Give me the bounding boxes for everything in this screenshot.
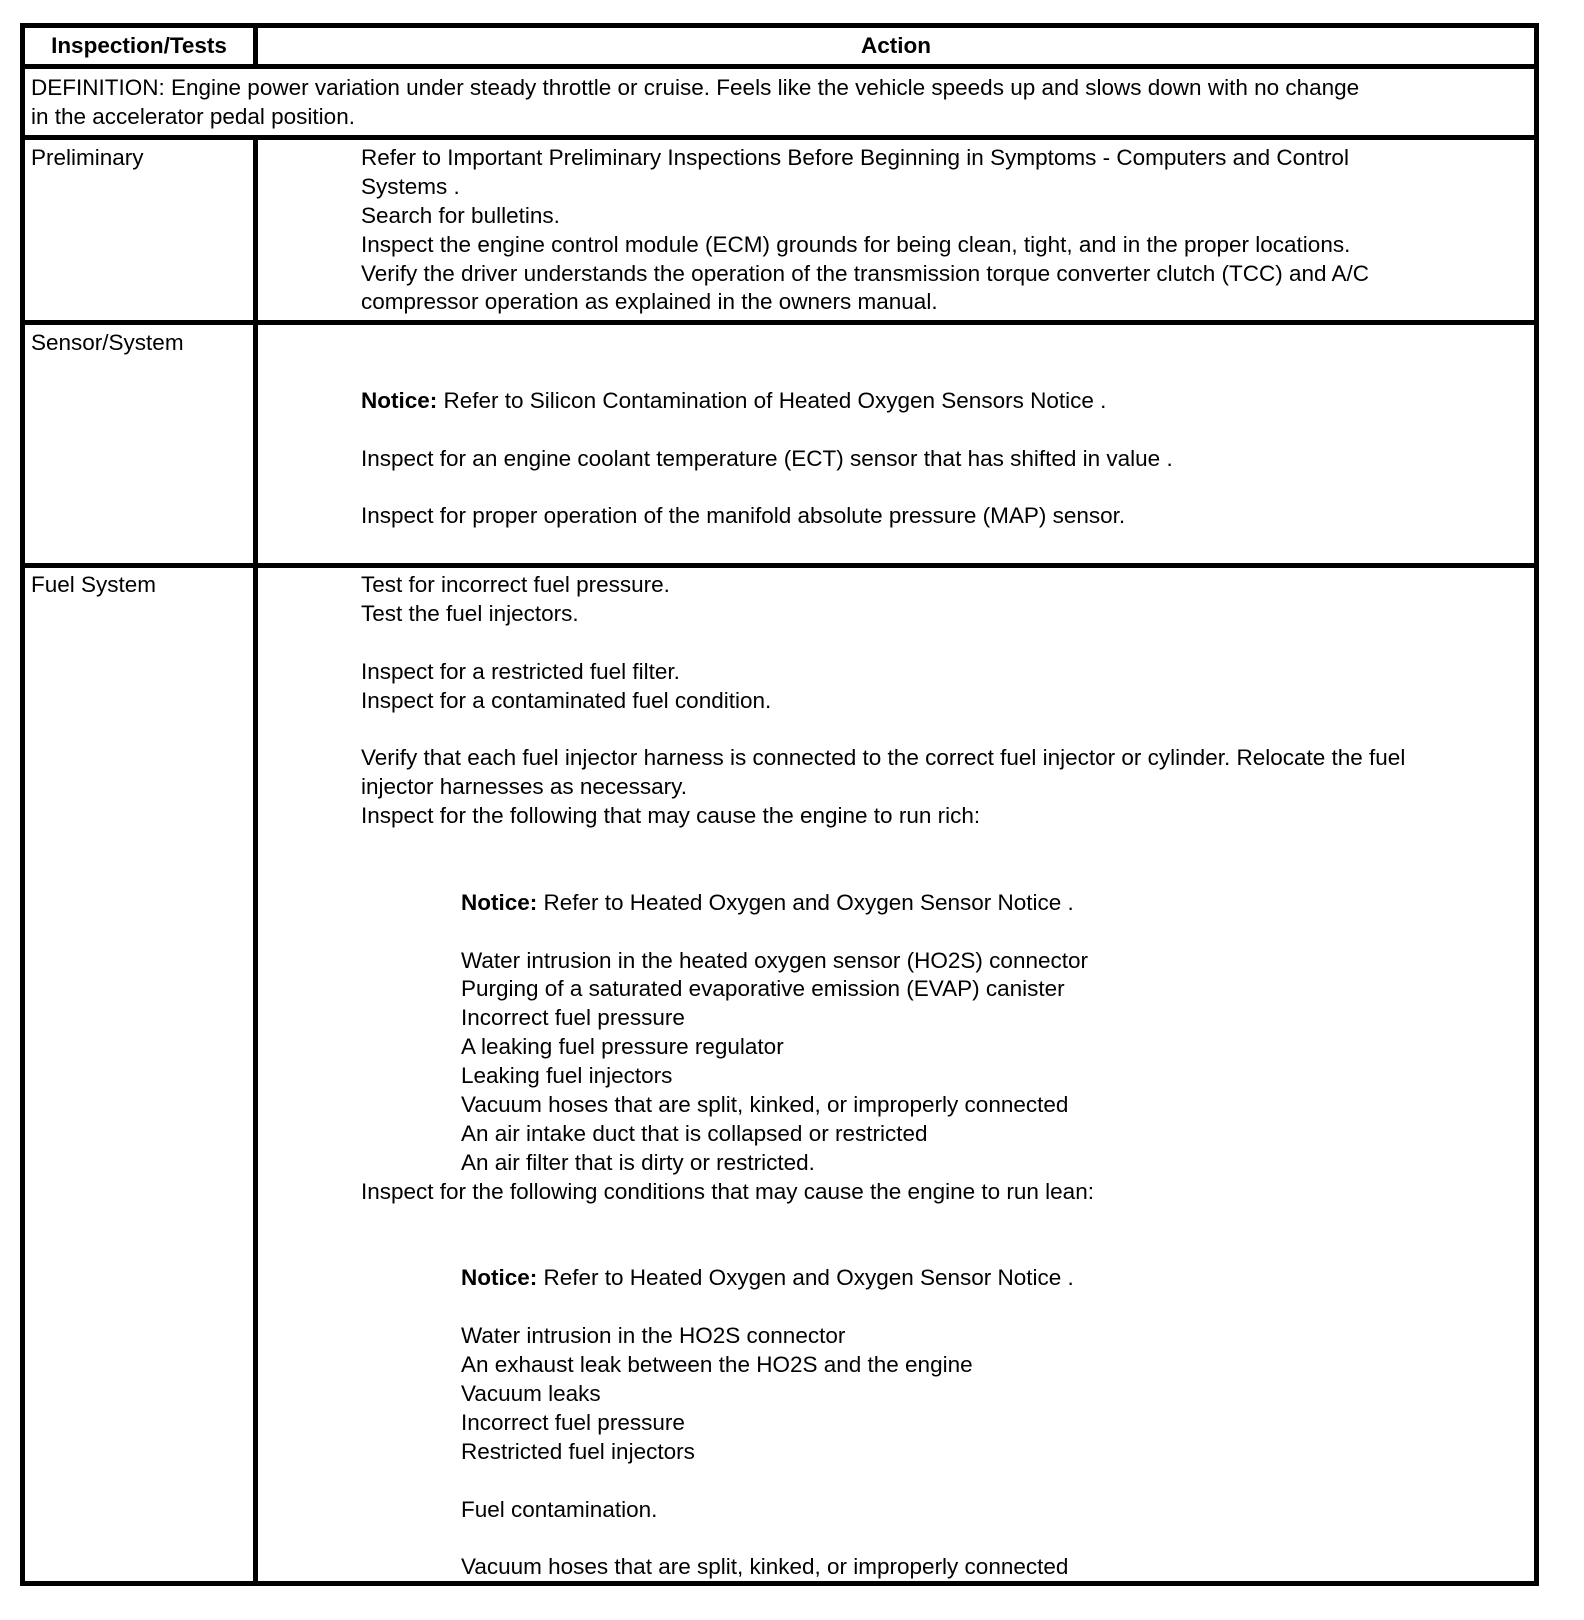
definition-line: in the accelerator pedal position. bbox=[31, 104, 355, 129]
action-sensor-system bbox=[361, 329, 1173, 531]
action-line bbox=[361, 1380, 1405, 1409]
action-line bbox=[361, 288, 1369, 317]
action-text: Verify that each fuel injector harness is connected to the correct fuel injector or cylinder. Relocate the fuel bbox=[361, 745, 1406, 771]
action-text: Leaking fuel injectors bbox=[461, 1063, 673, 1089]
action-line bbox=[361, 1409, 1405, 1438]
action-line bbox=[361, 1438, 1405, 1467]
row-divider bbox=[20, 64, 1539, 69]
row-divider bbox=[20, 320, 1539, 325]
action-text: Refer to Important Preliminary Inspections Before Beginning in Symptoms - Computers and Control bbox=[361, 145, 1349, 170]
action-line bbox=[361, 231, 1369, 260]
blank-line bbox=[361, 1524, 1405, 1553]
action-text: An exhaust leak between the HO2S and the engine bbox=[461, 1352, 973, 1378]
action-text: Restricted fuel injectors bbox=[461, 1438, 695, 1464]
blank-line bbox=[361, 473, 1173, 502]
notice-label: Notice: bbox=[461, 1265, 538, 1291]
action-line bbox=[361, 658, 1405, 687]
action-preliminary bbox=[361, 144, 1369, 317]
action-text: Test for incorrect fuel pressure. bbox=[361, 572, 670, 597]
blank-line bbox=[361, 1293, 1405, 1322]
action-text: Search for bulletins. bbox=[361, 202, 560, 228]
blank-line bbox=[361, 1467, 1405, 1496]
row-label-fuel-system: Fuel System bbox=[31, 572, 157, 597]
action-line bbox=[361, 1553, 1405, 1582]
action-text: Water intrusion in the heated oxygen sensor (HO2S) connector bbox=[461, 947, 1088, 973]
action-text: Test the fuel injectors. bbox=[361, 600, 579, 626]
action-line bbox=[361, 600, 1405, 629]
blank-line bbox=[361, 1235, 1405, 1264]
action-line bbox=[361, 1149, 1405, 1178]
blank-line bbox=[361, 715, 1405, 744]
action-line bbox=[361, 1178, 1405, 1207]
notice-label: Notice: bbox=[461, 889, 538, 915]
action-line bbox=[361, 687, 1405, 716]
blank-line bbox=[361, 831, 1405, 860]
header-inspection-tests: Inspection/Tests bbox=[51, 33, 227, 58]
action-line bbox=[361, 773, 1405, 802]
action-fuel-system bbox=[361, 571, 1405, 1582]
action-line bbox=[361, 1322, 1405, 1351]
action-line bbox=[361, 144, 1369, 173]
action-text: Refer to Silicon Contamination of Heated Oxygen Sensors Notice . bbox=[437, 387, 1107, 413]
notice-label: Notice: bbox=[361, 387, 438, 413]
header-action: Action bbox=[861, 33, 931, 58]
action-text: Refer to Heated Oxygen and Oxygen Sensor Notice . bbox=[537, 889, 1074, 915]
definition-line: DEFINITION: Engine power variation under steady throttle or cruise. Feels like the vehicle speeds up and slows down with no change bbox=[31, 75, 1360, 100]
action-line bbox=[361, 1033, 1405, 1062]
action-text: Vacuum hoses that are split, kinked, or improperly connected bbox=[461, 1554, 1069, 1580]
action-text: Systems . bbox=[361, 173, 460, 199]
action-text: Vacuum hoses that are split, kinked, or improperly connected bbox=[461, 1092, 1069, 1118]
blank-line bbox=[361, 1207, 1405, 1236]
action-line bbox=[361, 445, 1173, 474]
action-text: Vacuum leaks bbox=[461, 1380, 601, 1406]
blank-line bbox=[361, 629, 1405, 658]
action-text: compressor operation as explained in the owners manual. bbox=[361, 289, 938, 315]
action-line bbox=[361, 1091, 1405, 1120]
action-line bbox=[361, 1351, 1405, 1380]
blank-line bbox=[361, 358, 1173, 387]
action-text: Fuel contamination. bbox=[461, 1496, 658, 1522]
action-text: Refer to Heated Oxygen and Oxygen Sensor Notice . bbox=[537, 1265, 1074, 1291]
action-text: injector harnesses as necessary. bbox=[361, 774, 687, 800]
action-line bbox=[361, 1120, 1405, 1149]
blank-line bbox=[361, 416, 1173, 445]
row-label-preliminary: Preliminary bbox=[31, 145, 144, 170]
blank-line bbox=[361, 860, 1405, 889]
notice-line bbox=[361, 387, 1173, 416]
action-line bbox=[361, 1496, 1405, 1525]
column-divider bbox=[253, 136, 258, 1586]
action-line bbox=[361, 260, 1369, 289]
action-line bbox=[361, 947, 1405, 976]
row-divider bbox=[20, 563, 1539, 568]
blank-line bbox=[361, 918, 1405, 947]
action-text: A leaking fuel pressure regulator bbox=[461, 1034, 784, 1060]
action-text: An air intake duct that is collapsed or restricted bbox=[461, 1120, 928, 1146]
action-text: Inspect for proper operation of the manifold absolute pressure (MAP) sensor. bbox=[361, 503, 1126, 529]
action-line bbox=[361, 975, 1405, 1004]
action-text: Water intrusion in the HO2S connector bbox=[461, 1323, 846, 1349]
action-text: Incorrect fuel pressure bbox=[461, 1409, 685, 1435]
action-text: Verify the driver understands the operation of the transmission torque converter clutch (TCC) and A/C bbox=[361, 260, 1369, 286]
action-line bbox=[361, 1004, 1405, 1033]
row-divider bbox=[20, 135, 1539, 140]
action-text: Inspect the engine control module (ECM) grounds for being clean, tight, and in the proper locations. bbox=[361, 231, 1351, 257]
action-line bbox=[361, 202, 1369, 231]
action-text: Purging of a saturated evaporative emission (EVAP) canister bbox=[461, 976, 1065, 1002]
action-text: Inspect for the following that may cause the engine to run rich: bbox=[361, 803, 981, 829]
action-line bbox=[361, 173, 1369, 202]
action-text: Inspect for a restricted fuel filter. bbox=[361, 658, 680, 684]
notice-line bbox=[361, 889, 1405, 918]
action-line bbox=[361, 571, 1405, 600]
action-text: Inspect for a contaminated fuel condition. bbox=[361, 687, 772, 713]
action-line bbox=[361, 502, 1173, 531]
action-text: An air filter that is dirty or restricted. bbox=[461, 1149, 815, 1175]
row-label-sensor-system: Sensor/System bbox=[31, 330, 184, 355]
blank-line bbox=[361, 329, 1173, 358]
notice-line bbox=[361, 1264, 1405, 1293]
action-text: Inspect for the following conditions that may cause the engine to run lean: bbox=[361, 1178, 1094, 1204]
action-line bbox=[361, 744, 1405, 773]
action-text: Inspect for an engine coolant temperature (ECT) sensor that has shifted in value . bbox=[361, 445, 1173, 471]
action-text: Incorrect fuel pressure bbox=[461, 1005, 685, 1031]
action-line bbox=[361, 802, 1405, 831]
action-line bbox=[361, 1062, 1405, 1091]
